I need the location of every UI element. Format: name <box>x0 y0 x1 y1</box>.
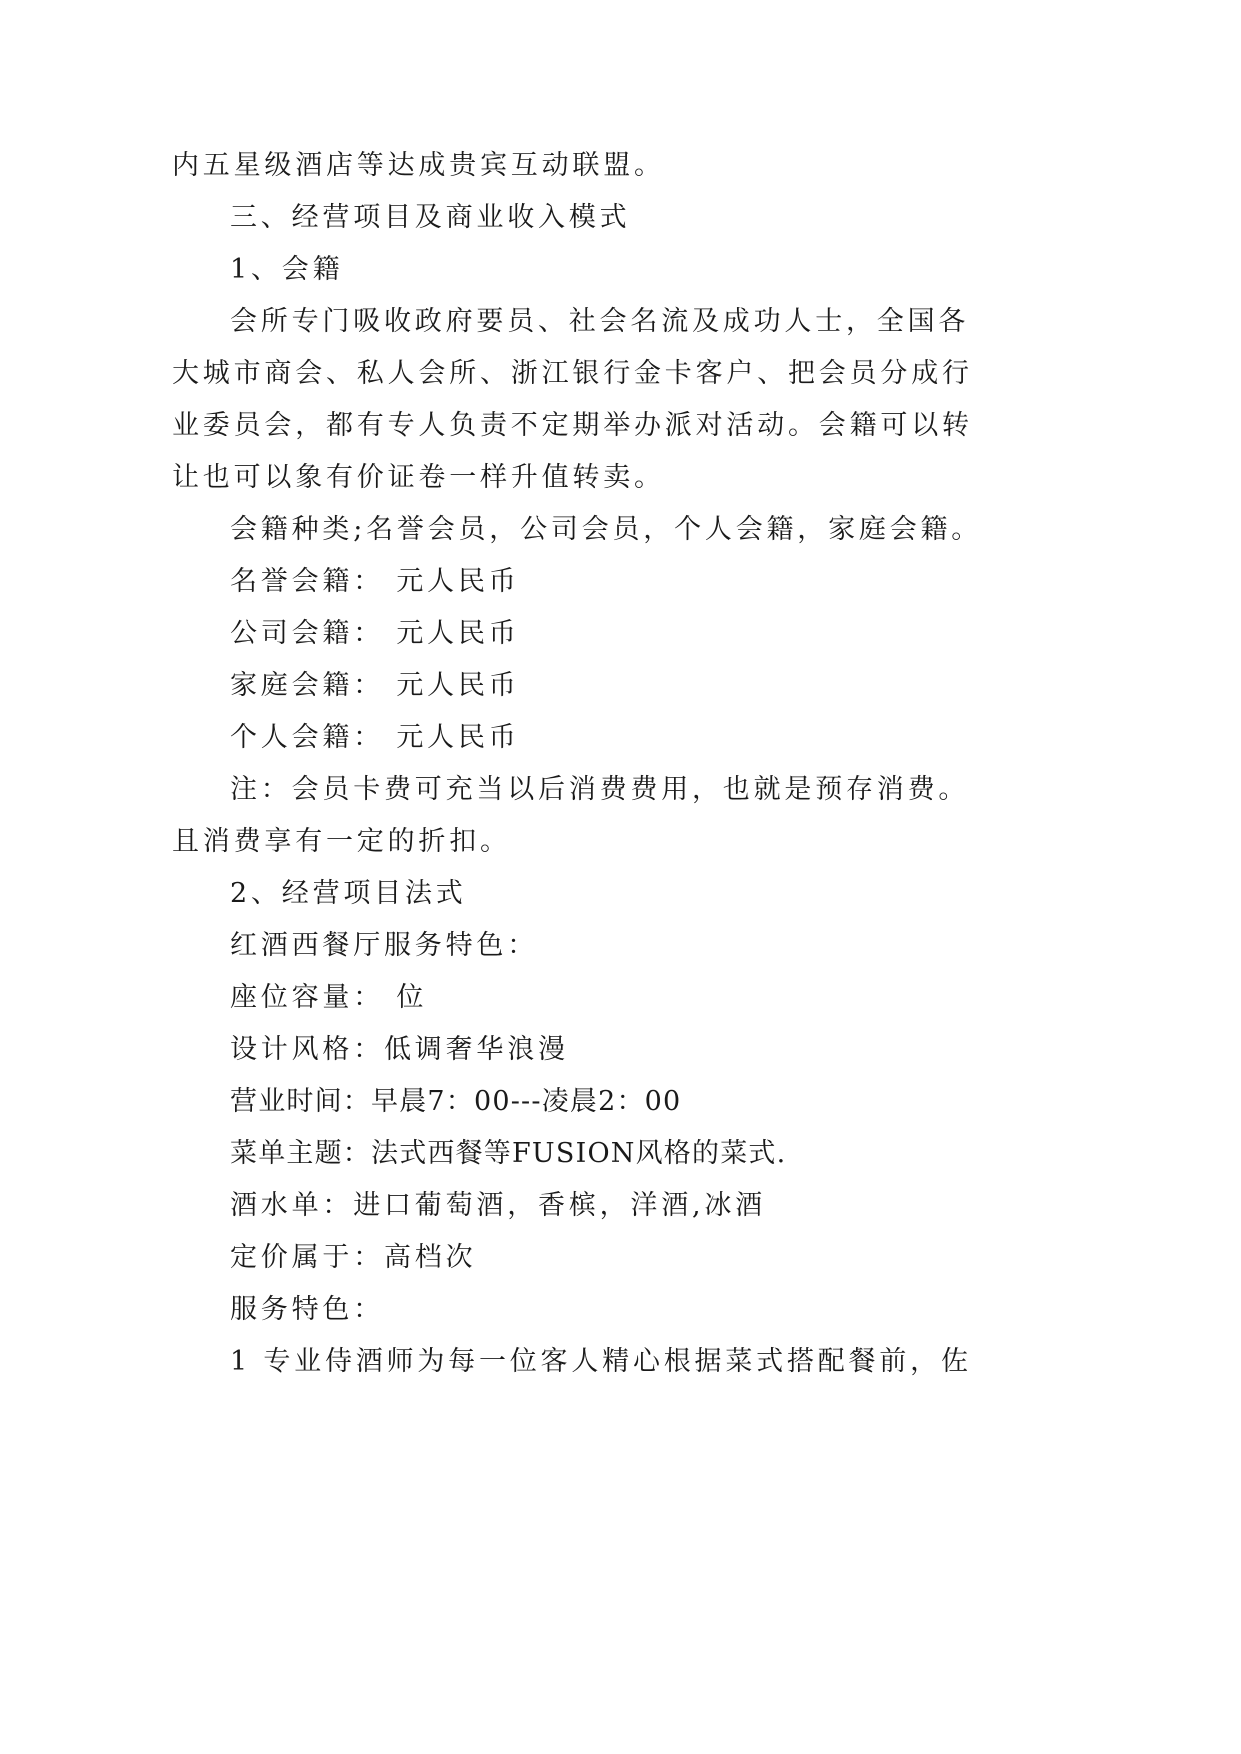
note-line: 注：会员卡费可充当以后消费费用，也就是预存消费。 <box>230 774 970 805</box>
membership-price-line: 家庭会籍： 元人民币 <box>230 670 520 701</box>
paragraph-line: 内五星级酒店等达成贵宾互动联盟。 <box>172 150 665 181</box>
section-heading: 三、经营项目及商业收入模式 <box>230 202 631 233</box>
paragraph-line: 业委员会，都有专人负责不定期举办派对活动。会籍可以转 <box>172 410 973 441</box>
membership-types-line: 会籍种类;名誉会员，公司会员，个人会籍，家庭会籍。 <box>230 514 983 545</box>
detail-line: 营业时间：早晨7：00---凌晨2：00 <box>230 1086 682 1117</box>
detail-line: 定价属于：高档次 <box>230 1242 477 1273</box>
membership-price-line: 个人会籍： 元人民币 <box>230 722 520 753</box>
paragraph-line: 1 专业侍酒师为每一位客人精心根据菜式搭配餐前，佐 <box>230 1346 972 1377</box>
document-body <box>172 140 983 1388</box>
detail-line: 服务特色： <box>230 1294 384 1325</box>
subsection-heading: 1、会籍 <box>230 254 344 285</box>
service-heading: 红酒西餐厅服务特色： <box>230 930 538 961</box>
paragraph-line: 让也可以象有价证卷一样升值转卖。 <box>172 462 665 493</box>
paragraph-line: 会所专门吸收政府要员、社会名流及成功人士，全国各 <box>230 306 970 337</box>
detail-line: 设计风格：低调奢华浪漫 <box>230 1034 569 1065</box>
note-line: 且消费享有一定的折扣。 <box>172 826 511 857</box>
membership-price-line: 名誉会籍： 元人民币 <box>230 566 520 597</box>
membership-price-line: 公司会籍： 元人民币 <box>230 618 520 649</box>
detail-line: 座位容量： 位 <box>230 982 428 1013</box>
paragraph-line: 大城市商会、私人会所、浙江银行金卡客户、把会员分成行 <box>172 358 973 389</box>
subsection-heading: 2、经营项目法式 <box>230 878 467 909</box>
detail-line: 菜单主题：法式西餐等FUSION风格的菜式. <box>230 1138 787 1169</box>
detail-line: 酒水单：进口葡萄酒，香槟，洋酒,冰酒 <box>230 1190 766 1221</box>
